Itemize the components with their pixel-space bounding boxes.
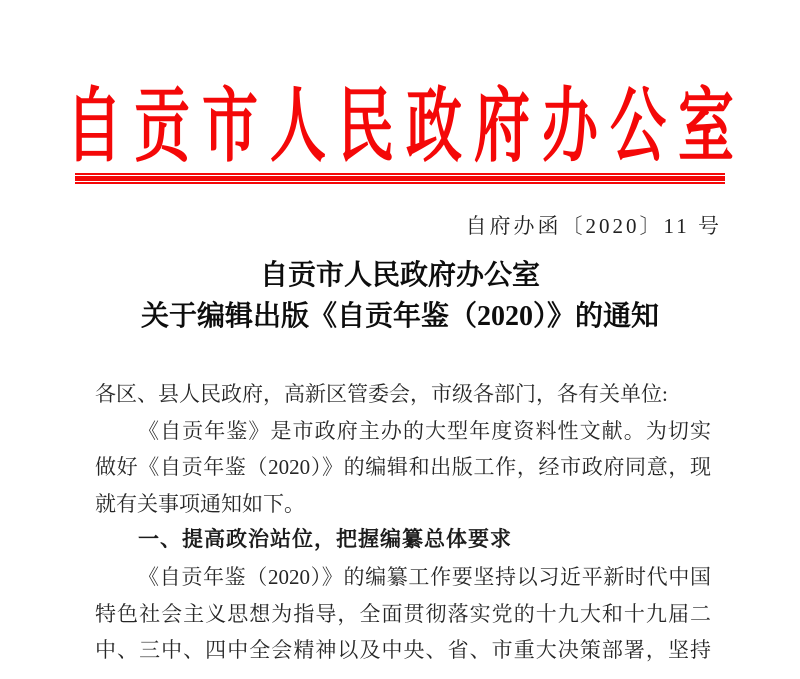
letterhead-org-name: 自贡市人民政府办公室: [66, 83, 746, 173]
paragraph1-line1: 《自贡年鉴》是市政府主办的大型年度资料性文献。为切实: [138, 418, 711, 443]
document-title-line2: 关于编辑出版《自贡年鉴（2020）》的通知: [140, 301, 659, 332]
section1-heading: 一、提高政治站位，把握编纂总体要求: [138, 528, 512, 552]
paragraph1-line3: 就有关事项通知如下。: [95, 491, 305, 516]
salutation-line: 各区、县人民政府，高新区管委会，市级各部门，各有关单位:: [95, 382, 668, 406]
divider-bottom-line: [75, 182, 725, 184]
paragraph2-line2: 特色社会主义思想为指导，全面贯彻落实党的十九大和十九届二: [95, 601, 711, 626]
paragraph2-line1: 《自贡年鉴（2020）》的编纂工作要坚持以习近平新时代中国: [138, 564, 711, 589]
paragraph1-line2: 做好《自贡年鉴（2020）》的编辑和出版工作，经市政府同意，现: [95, 455, 711, 480]
document-title: [0, 255, 800, 337]
paragraph2-line3: 中、三中、四中全会精神以及中央、省、市重大决策部署，坚持: [95, 638, 711, 663]
document-body: [95, 376, 711, 669]
letterhead-divider: [75, 173, 725, 184]
document-reference-number: 自府办函〔2020〕11 号: [465, 214, 722, 238]
document-title-line1: 自贡市人民政府办公室: [259, 260, 540, 291]
